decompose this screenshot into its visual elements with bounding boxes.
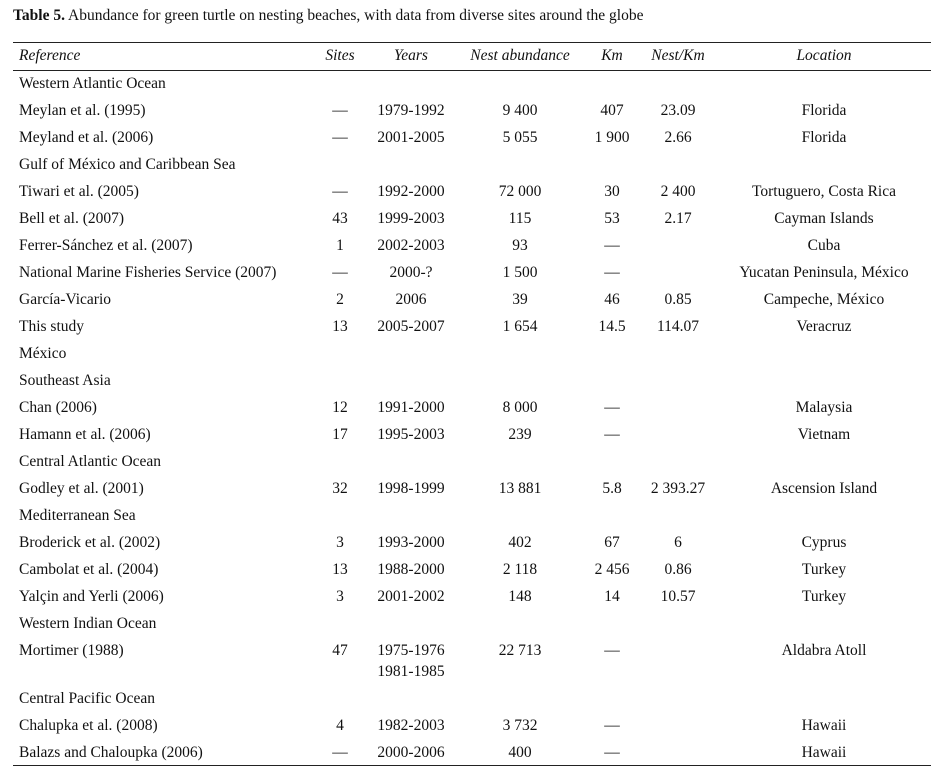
km-cell: — (604, 237, 620, 254)
reference-cell: Balazs and Chaloupka (2006) (19, 744, 203, 761)
location-cell: Veracruz (796, 318, 852, 335)
nest-per-km-cell: 2.66 (664, 129, 692, 146)
location-cell: Hawaii (801, 744, 847, 761)
years-cell: 1993-2000 (377, 534, 445, 551)
group-heading: Central Pacific Ocean (19, 690, 155, 707)
location-cell: Campeche, México (763, 291, 885, 308)
location-cell: Turkey (801, 588, 847, 605)
location-cell: Tortuguero, Costa Rica (752, 183, 896, 200)
nest-abundance-cell: 1 654 (502, 318, 538, 335)
location-cell: Florida (801, 129, 847, 146)
sites-cell: 47 (332, 642, 348, 659)
sites-cell: 17 (332, 426, 348, 443)
nest-per-km-cell: 2 393.27 (650, 480, 706, 497)
nest-abundance-cell: 5 055 (502, 129, 538, 146)
location-cell: Cyprus (801, 534, 847, 551)
sites-cell: 3 (336, 534, 344, 551)
table-caption (13, 7, 643, 25)
nest-abundance-cell: 2 118 (502, 561, 538, 578)
nest-abundance-cell: 13 881 (498, 480, 542, 497)
location-cell: Turkey (801, 561, 847, 578)
table-title: Abundance for green turtle on nesting beaches, with data from diverse sites around the globe (68, 7, 644, 24)
nest-abundance-cell: 93 (512, 237, 528, 254)
years-cell: 1982-2003 (377, 717, 445, 734)
nest-per-km-cell: 2 400 (660, 183, 696, 200)
nest-abundance-cell: 1 500 (502, 264, 538, 281)
sites-cell: 4 (336, 717, 344, 734)
nest-per-km-cell: 23.09 (660, 102, 696, 119)
location-cell: Yucatan Peninsula, México (739, 264, 909, 281)
km-cell: 30 (604, 183, 620, 200)
reference-cell: Yalçin and Yerli (2006) (19, 588, 164, 605)
nest-per-km-cell: 0.85 (664, 291, 692, 308)
sites-cell: — (332, 102, 348, 119)
group-heading: Gulf of México and Caribbean Sea (19, 156, 236, 173)
years-cell: 2000-? (389, 264, 433, 281)
group-heading: Mediterranean Sea (19, 507, 136, 524)
reference-cell: Broderick et al. (2002) (19, 534, 161, 551)
header-years: Years (394, 47, 428, 64)
location-cell: Malaysia (795, 399, 853, 416)
sites-cell: 3 (336, 588, 344, 605)
header-nest-per-km: Nest/Km (651, 47, 705, 64)
group-heading: Southeast Asia (19, 372, 111, 389)
years-cell: 2000-2006 (377, 744, 445, 761)
reference-cell: Cambolat et al. (2004) (19, 561, 159, 578)
km-cell: 67 (604, 534, 620, 551)
years-cell: 1992-2000 (377, 183, 445, 200)
sites-cell: — (332, 744, 348, 761)
nest-abundance-cell: 8 000 (502, 399, 538, 416)
sites-cell: — (332, 129, 348, 146)
location-cell: Cuba (807, 237, 841, 254)
reference-cell: México (19, 345, 67, 362)
reference-cell: Ferrer-Sánchez et al. (2007) (19, 237, 193, 254)
km-cell: — (604, 399, 620, 416)
km-cell: 14.5 (598, 318, 626, 335)
nest-abundance-cell: 402 (508, 534, 532, 551)
years-cell: 1975-1976 (377, 642, 445, 659)
header-km: Km (601, 47, 623, 64)
location-cell: Aldabra Atoll (781, 642, 867, 659)
reference-cell: Tiwari et al. (2005) (19, 183, 139, 200)
sites-cell: 12 (332, 399, 348, 416)
reference-cell: Hamann et al. (2006) (19, 426, 151, 443)
km-cell: 2 456 (594, 561, 630, 578)
sites-cell: 32 (332, 480, 348, 497)
top-rule (13, 42, 931, 43)
sites-cell: — (332, 183, 348, 200)
reference-cell: Mortimer (1988) (19, 642, 124, 659)
header-rule (13, 70, 931, 71)
sites-cell: 2 (336, 291, 344, 308)
years-cell: 2002-2003 (377, 237, 445, 254)
years-cell: 2005-2007 (377, 318, 445, 335)
km-cell: 1 900 (594, 129, 630, 146)
reference-cell: Chan (2006) (19, 399, 97, 416)
reference-cell: Meyland et al. (2006) (19, 129, 154, 146)
years-cell: 1999-2003 (377, 210, 445, 227)
nest-per-km-cell: 10.57 (660, 588, 696, 605)
nest-abundance-cell: 239 (508, 426, 532, 443)
location-cell: Vietnam (797, 426, 851, 443)
sites-cell: 43 (332, 210, 348, 227)
km-cell: — (604, 426, 620, 443)
km-cell: — (604, 717, 620, 734)
header-nest-abundance: Nest abundance (470, 47, 570, 64)
sites-cell: 1 (336, 237, 344, 254)
nest-per-km-cell: 6 (674, 534, 682, 551)
km-cell: 407 (600, 102, 624, 119)
header-sites: Sites (325, 47, 355, 64)
nest-per-km-cell: 0.86 (664, 561, 692, 578)
nest-abundance-cell: 148 (508, 588, 532, 605)
years-cell: 1995-2003 (377, 426, 445, 443)
nest-abundance-cell: 3 732 (502, 717, 538, 734)
km-cell: — (604, 264, 620, 281)
km-cell: 5.8 (602, 480, 622, 497)
years-cell: 1979-1992 (377, 102, 445, 119)
sites-cell: 13 (332, 318, 348, 335)
years-cell: 1998-1999 (377, 480, 445, 497)
location-cell: Hawaii (801, 717, 847, 734)
km-cell: 53 (604, 210, 620, 227)
km-cell: 14 (604, 588, 620, 605)
group-heading: Western Indian Ocean (19, 615, 157, 632)
reference-cell: García-Vicario (19, 291, 112, 308)
reference-cell: Chalupka et al. (2008) (19, 717, 158, 734)
group-heading: Western Atlantic Ocean (19, 75, 166, 92)
years-cell: 1988-2000 (377, 561, 445, 578)
nest-per-km-cell: 114.07 (656, 318, 700, 335)
years-cell: 2001-2002 (377, 588, 445, 605)
reference-cell: Meylan et al. (1995) (19, 102, 146, 119)
reference-cell: This study (19, 318, 85, 335)
years-cell: 2001-2005 (377, 129, 445, 146)
nest-abundance-cell: 9 400 (502, 102, 538, 119)
location-cell: Cayman Islands (774, 210, 874, 227)
nest-abundance-cell: 39 (512, 291, 528, 308)
group-heading: Central Atlantic Ocean (19, 453, 162, 470)
nest-abundance-cell: 400 (508, 744, 532, 761)
location-cell: Ascension Island (770, 480, 878, 497)
km-cell: — (604, 744, 620, 761)
bottom-rule (13, 765, 931, 766)
nest-abundance-cell: 72 000 (498, 183, 542, 200)
reference-cell: Bell et al. (2007) (19, 210, 125, 227)
years-cell: 1991-2000 (377, 399, 445, 416)
km-cell: 46 (604, 291, 620, 308)
nest-abundance-cell: 115 (508, 210, 532, 227)
table-label: Table 5. (13, 7, 65, 24)
km-cell: — (604, 642, 620, 659)
sites-cell: — (332, 264, 348, 281)
years-cell-second-line: 1981-1985 (377, 663, 445, 680)
reference-cell: National Marine Fisheries Service (2007) (19, 264, 277, 281)
header-location: Location (796, 47, 852, 64)
nest-abundance-cell: 22 713 (498, 642, 542, 659)
header-reference: Reference (19, 47, 81, 64)
location-cell: Florida (801, 102, 847, 119)
years-cell: 2006 (395, 291, 427, 308)
reference-cell: Godley et al. (2001) (19, 480, 144, 497)
sites-cell: 13 (332, 561, 348, 578)
nest-per-km-cell: 2.17 (664, 210, 692, 227)
